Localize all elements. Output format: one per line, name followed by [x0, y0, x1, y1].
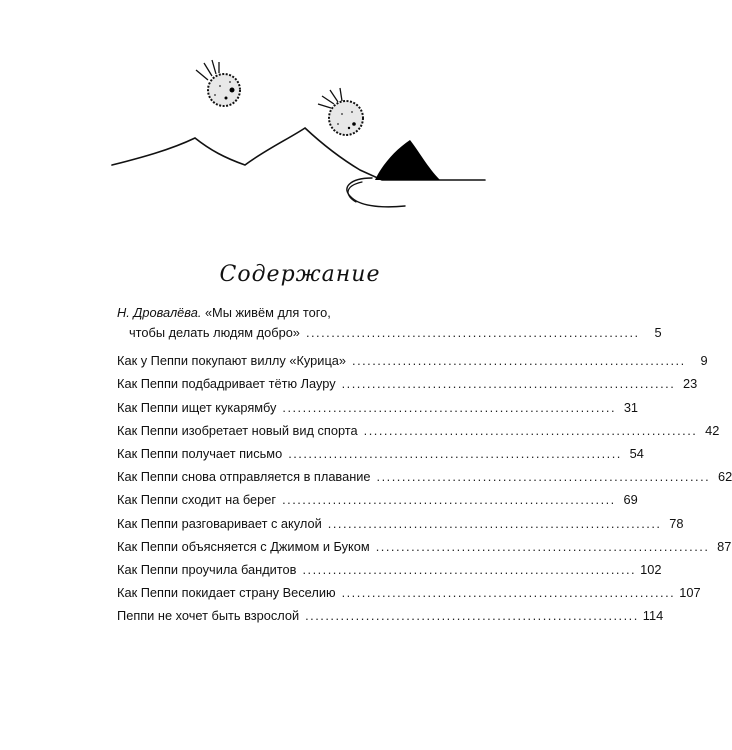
- chapter-list: [117, 353, 732, 631]
- chapter-title: Как Пеппи покидает страну Веселию: [117, 585, 336, 601]
- toc-entry[interactable]: [117, 422, 720, 446]
- chapter-title: Как Пеппи снова отправляется в плавание: [117, 469, 371, 485]
- table-of-contents: [117, 305, 732, 631]
- chapter-title: Как Пеппи проучила бандитов: [117, 561, 297, 577]
- chapter-title: Как у Пеппи покупают виллу «Курица»: [117, 353, 347, 369]
- dot-leader: ..................................................................: [341, 585, 676, 601]
- toc-entry[interactable]: [117, 399, 639, 423]
- toc-intro-line1[interactable]: [117, 305, 440, 325]
- dot-leader: ..................................................................: [305, 608, 639, 624]
- chapter-title: Как Пеппи разговаривает с акулой: [117, 515, 322, 531]
- chapter-title: Как Пеппи объясняется с Джимом и Буком: [117, 538, 370, 554]
- fuzzy-ball-icon: [196, 60, 240, 106]
- dot-leader: ..................................................................: [282, 399, 617, 415]
- dot-leader: ..................................................................: [352, 353, 686, 369]
- chapter-title: Как Пеппи получает письмо: [117, 445, 283, 461]
- toc-entry[interactable]: [117, 445, 644, 469]
- intro-page-number: 5: [654, 325, 662, 340]
- water-swirl: [347, 178, 405, 207]
- toc-entry[interactable]: [117, 608, 664, 631]
- intro-title-line1: «Мы живём для того,: [204, 305, 331, 320]
- dot-leader: ..................................................................: [302, 561, 637, 577]
- toc-entry[interactable]: [117, 376, 698, 399]
- fuzzy-ball-icon: [318, 88, 363, 135]
- toc-entry[interactable]: [117, 353, 708, 376]
- shark-fin-icon: [375, 140, 440, 180]
- dot-leader: ..................................................................: [327, 515, 662, 531]
- toc-intro-line2[interactable]: [117, 325, 662, 348]
- dot-leader: ..................................................................: [282, 492, 616, 508]
- toc-entry[interactable]: [117, 469, 732, 492]
- chapter-title: Пеппи не хочет быть взрослой: [117, 608, 300, 624]
- chapter-page-number: 23: [683, 376, 698, 392]
- chapter-page-number: 54: [629, 445, 644, 461]
- chapter-page-number: 69: [623, 492, 638, 508]
- chapter-page-number: 31: [623, 399, 639, 415]
- chapter-page-number: 9: [700, 353, 708, 369]
- dot-leader: ..................................................................: [305, 325, 640, 340]
- dot-leader: ..................................................................: [288, 445, 622, 461]
- toc-entry[interactable]: [117, 561, 662, 585]
- chapter-page-number: 62: [717, 469, 732, 485]
- water-swirl: [348, 182, 362, 202]
- chapter-title: Как Пеппи подбадривает тётю Лауру: [117, 376, 336, 392]
- intro-title-line2: чтобы делать людям добро»: [129, 325, 300, 340]
- chapter-page-number: 107: [679, 585, 701, 601]
- intro-author: Н. Дровалёва.: [117, 305, 202, 320]
- dot-leader: ..................................................................: [376, 469, 711, 485]
- chapter-page-number: 114: [642, 608, 664, 624]
- chapter-title: Как Пеппи ищет кукарямбу: [117, 399, 277, 415]
- toc-entry[interactable]: [117, 492, 638, 515]
- chapter-page-number: 87: [717, 538, 732, 554]
- dot-leader: ..................................................................: [375, 538, 710, 554]
- chapter-title: Как Пеппи сходит на берег: [117, 492, 277, 508]
- page-title: Содержание: [219, 262, 381, 287]
- dot-leader: ..................................................................: [341, 376, 676, 392]
- toc-entry[interactable]: [117, 515, 684, 539]
- toc-entry[interactable]: [117, 585, 701, 608]
- toc-entry[interactable]: [117, 538, 732, 562]
- chapter-title: Как Пеппи изобретает новый вид спорта: [117, 422, 358, 438]
- chapter-page-number: 42: [705, 422, 720, 438]
- chapter-page-number: 102: [640, 561, 662, 577]
- chapter-page-number: 78: [669, 515, 684, 531]
- dot-leader: ..................................................................: [363, 422, 698, 438]
- sea-illustration: [0, 0, 600, 240]
